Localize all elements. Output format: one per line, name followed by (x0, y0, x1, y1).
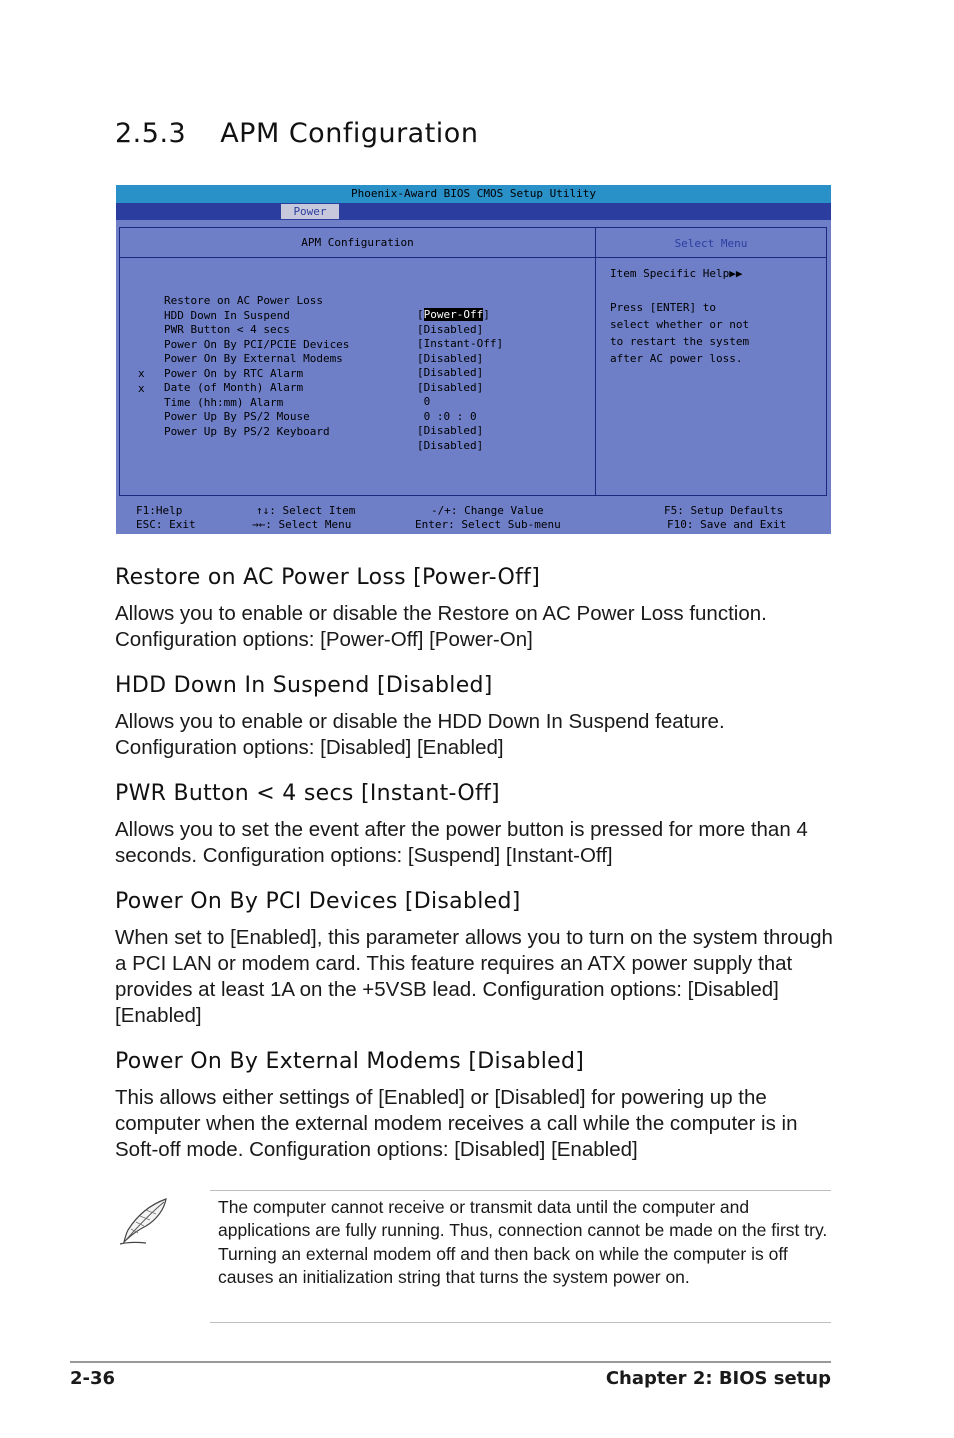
bios-item-value-highlighted: Power-Off (423, 308, 484, 321)
help-line: to restart the system (610, 335, 750, 348)
note-top-rule (210, 1190, 831, 1191)
bios-utility-title: Phoenix-Award BIOS CMOS Setup Utility (116, 185, 831, 203)
bios-item-value: [Disabled] (417, 351, 484, 365)
subsection-body-external-modems: This allows either settings of [Enabled] or [Disabled] for powering up the computer when the external modem receives a call while the computer is in Soft-off mode. Configuration options: [Disabled] [Enabled] (115, 1086, 798, 1161)
bios-item-value: [Disabled] (417, 366, 484, 379)
key-f5-defaults: F5: Setup Defaults (664, 504, 784, 517)
bios-panel-title: APM Configuration (120, 228, 596, 258)
bios-tab-power[interactable]: Power (281, 204, 339, 219)
key-esc-exit: ESC: Exit (136, 518, 196, 531)
key-f10-save: F10: Save and Exit (667, 518, 787, 531)
page-number: 2-36 (70, 1368, 116, 1389)
bios-key-legend (116, 502, 831, 534)
help-line: select whether or not (610, 318, 750, 331)
key-change-value: -/+: Change Value (431, 504, 544, 517)
chapter-label: Chapter 2: BIOS setup (605, 1368, 831, 1389)
subsection-title-hdd-down: HDD Down In Suspend [Disabled] (115, 673, 493, 698)
section-title (115, 118, 478, 149)
bios-item-label: Power Up By PS/2 Mouse (164, 410, 310, 423)
bios-item-value: [Disabled] (417, 424, 484, 437)
bios-item-value: [Disabled] (417, 438, 484, 452)
bios-item-value: [Instant-Off] (417, 337, 504, 350)
key-select-submenu: Enter: Select Sub-menu (415, 518, 561, 531)
section-number: 2.5.3 (115, 118, 187, 149)
subsection-title-pwr-button: PWR Button < 4 secs [Instant-Off] (115, 781, 500, 806)
subsection-title-external-modems: Power On By External Modems [Disabled] (115, 1049, 585, 1074)
bios-help-title: Select Menu (596, 228, 826, 258)
key-select-item: ↑↓: Select Item (256, 504, 356, 517)
help-line: Press [ENTER] to (610, 301, 716, 314)
subsection-body-pwr-button: Allows you to set the event after the power button is pressed for more than 4 seconds. Configuration options: [Suspend] [Instant-Off] (115, 818, 808, 867)
bios-item-label: Power Up By PS/2 Keyboard (164, 424, 330, 438)
bios-item-label: Power On By External Modems (164, 352, 343, 365)
bios-help-text (610, 265, 820, 367)
bios-item-value: [Disabled] (417, 380, 484, 394)
bios-item-mark: x (138, 367, 145, 380)
bios-item-label: Date (of Month) Alarm (164, 381, 304, 394)
subsection-body-restore-ac: Allows you to enable or disable the Restore on AC Power Loss function. Configuration options: [Power-Off] [Power-On] (115, 602, 767, 651)
bios-item-label: Power On by RTC Alarm (164, 366, 304, 380)
bios-item-label: Restore on AC Power Loss (164, 294, 323, 307)
subsection-title-restore-ac: Restore on AC Power Loss [Power-Off] (115, 565, 541, 590)
leftright-arrows-icon: →← (252, 518, 266, 531)
help-line (610, 282, 820, 299)
bios-item-label: HDD Down In Suspend (164, 308, 290, 322)
bios-item-mark: x (138, 381, 145, 395)
help-line: after AC power loss. (610, 352, 743, 365)
bios-main-panel (119, 227, 827, 496)
bios-item-label: Time (hh:mm) Alarm (164, 395, 284, 409)
feather-pen-icon (116, 1196, 172, 1248)
bios-item-value: [Power-Off] (417, 308, 490, 321)
bios-item-label: PWR Button < 4 secs (164, 323, 290, 336)
bios-item-value: [Disabled] (417, 322, 484, 336)
bios-screenshot (116, 185, 831, 534)
page-footer-rule (70, 1361, 831, 1363)
bios-item-list (120, 258, 596, 495)
bios-item-value: 0 :0 : 0 (417, 409, 477, 423)
subsection-title-pci-devices: Power On By PCI Devices [Disabled] (115, 889, 521, 914)
subsection-body-hdd-down: Allows you to enable or disable the HDD Down In Suspend feature. Configuration options: [Disabled] [Enabled] (115, 710, 725, 759)
updown-arrows-icon: ↑↓ (256, 504, 270, 517)
help-line: Item Specific Help▶▶ (610, 267, 743, 280)
bios-item-label: Power On By PCI/PCIE Devices (164, 337, 350, 351)
bios-menu-bar (116, 203, 831, 220)
key-f1-help: F1:Help (136, 504, 183, 517)
key-select-menu: →←: Select Menu (252, 518, 352, 531)
subsection-body-pci-devices: When set to [Enabled], this parameter allows you to turn on the system through a PCI LAN or modem card. This feature requires an ATX power supply that provides at least 1A on the +5VSB lead. Configuration options: [Disabled] [Enabled] (115, 926, 833, 1027)
section-heading: APM Configuration (220, 118, 479, 149)
bios-item-value: 0 (417, 395, 431, 408)
note-text: The computer cannot receive or transmit data until the computer and applications are fully running. Thus, connection cannot be made on the first try. Turning an external modem off and then back on while the computer is off causes an initialization string that turns the system power on. (218, 1197, 828, 1288)
note-bottom-rule (210, 1322, 831, 1323)
